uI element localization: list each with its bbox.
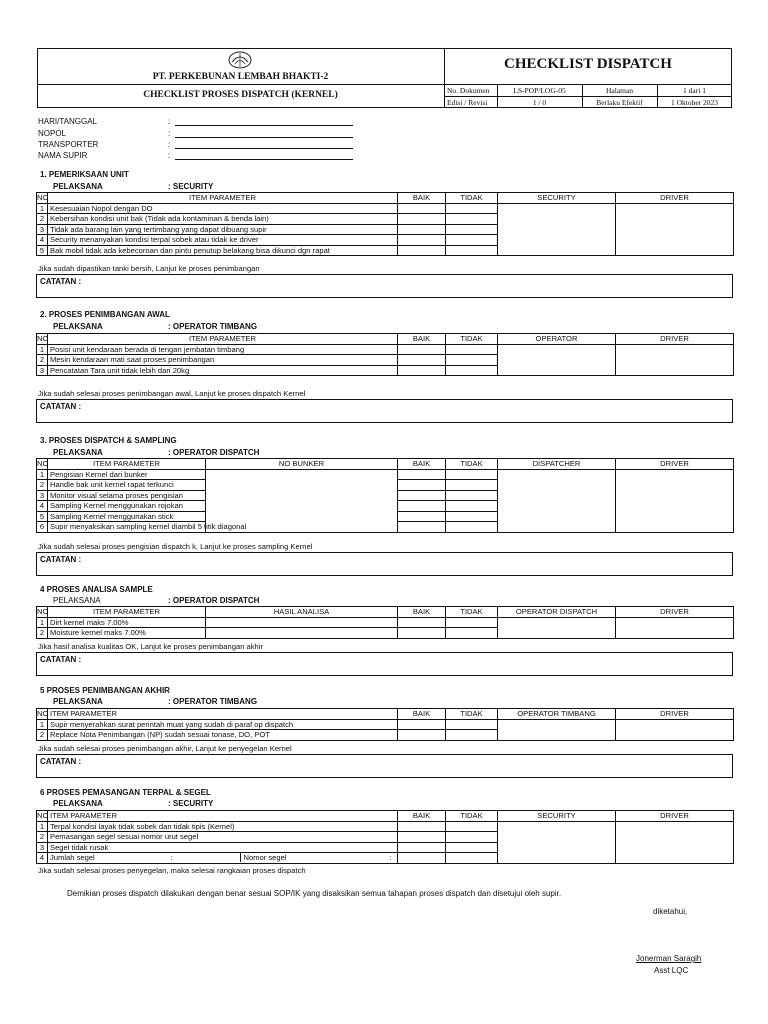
driver-sign-box[interactable] [616,617,734,638]
row-item: Monitor visual selama proses pengisian [48,490,206,501]
col-baik: BAIK [398,607,446,618]
signer-sign-box[interactable] [498,719,616,740]
catatan-label: CATATAN : [40,757,82,766]
col-no: NO [37,607,49,617]
row-no: 3 [37,490,48,501]
row-no: 5 [37,245,48,256]
section-3-title: 3. PROSES DISPATCH & SAMPLING [40,436,177,445]
col-no: NO [37,459,49,469]
no-dokumen-value: LS-POP/LOG-05 [513,86,566,95]
baik-cell[interactable] [398,719,446,730]
catatan-label: CATATAN : [40,555,82,564]
baik-cell[interactable] [398,469,446,480]
tidak-cell[interactable] [446,821,498,832]
row-no: 4 [37,235,48,246]
tidak-cell[interactable] [446,235,498,246]
catatan-label: CATATAN : [40,402,82,411]
tidak-cell[interactable] [446,501,498,512]
row-no: 3 [37,224,48,235]
halaman-label: Halaman [605,86,634,95]
row-item: Security menanyakan kondisi terpal sobek atau tidak ke driver [48,235,398,246]
section-3-pelaksana-label: PELAKSANA [53,448,103,457]
jumlah-segel-colon: : [170,853,173,863]
field-colon: : [168,151,171,160]
col-tidak: TIDAK [446,811,498,822]
tidak-cell[interactable] [446,214,498,225]
row-item: Sampling Kernel menggunakan rojokan [48,501,206,512]
company-name: PT. PERKEBUNAN LEMBAH BHAKTI-2 [152,72,329,82]
row-no: 1 [37,344,48,355]
tidak-cell[interactable] [446,842,498,853]
baik-cell[interactable] [398,245,446,256]
row-item: Sampling Kernel menggunakan stick [48,511,206,522]
berlaku-label: Berlaku Efektif [596,98,643,107]
col-tidak: TIDAK [446,193,498,204]
tidak-cell[interactable] [446,719,498,730]
baik-cell[interactable] [398,344,446,355]
jumlah-segel-label: Jumlah segel [50,853,95,863]
baik-cell[interactable] [398,203,446,214]
section-5-note: Jika sudah selesai proses penimbangan akhir, Lanjut ke penyegelan Kernel [38,744,292,753]
row-no: 2 [37,832,48,843]
section-1-note: Jika sudah dipastikan tanki bersih, Lanjut ke proses penimbangan [38,264,260,273]
section-2-catatan[interactable] [36,399,733,423]
col-no: NO [37,193,49,203]
section-5-catatan[interactable] [36,754,733,778]
row-no: 1 [37,719,48,730]
tidak-cell[interactable] [446,853,498,864]
baik-cell[interactable] [398,821,446,832]
section-2-title: 2. PROSES PENIMBANGAN AWAL [40,310,170,319]
document-subtitle: CHECKLIST PROSES DISPATCH (KERNEL) [143,90,338,100]
section-4-note: Jika hasil analisa kualitas OK, Lanjut ke proses penimbangan akhir [38,642,263,651]
header-right-rule-1 [444,84,732,85]
section-1-pelaksana-value: : SECURITY [168,182,214,191]
row-no: 1 [37,617,48,628]
field-nama-supir-label: NAMA SUPIR [38,151,88,160]
field-nama-supir-input[interactable] [175,151,353,160]
tidak-cell[interactable] [446,628,498,639]
row-item: Mesin kendaraan mati saat proses penimbangan [48,355,398,366]
col-baik: BAIK [398,811,446,822]
baik-cell[interactable] [398,490,446,501]
row-item: Terpal kondisi layak tidak sobek dan tidak tipis (Kernel) [48,821,398,832]
tidak-cell[interactable] [446,730,498,741]
field-colon: : [168,117,171,126]
col-item-parameter: ITEM PARAMETER [48,709,398,720]
row-item: Pemasangan segel sesuai nomor urut segel [48,832,398,843]
row-no: 1 [37,469,48,480]
col-no: NO [37,811,49,821]
baik-cell[interactable] [398,214,446,225]
section-5-table [36,708,734,741]
row-no: 4 [37,501,48,512]
signer-sign-box[interactable] [498,203,616,256]
berlaku-value: 1 Oktober 2023 [670,98,719,107]
section-2-pelaksana-label: PELAKSANA [53,322,103,331]
section-2-pelaksana-value: : OPERATOR TIMBANG [168,322,258,331]
section-6-title: 6 PROSES PEMASANGAN TERPAL & SEGEL [40,788,211,797]
tidak-cell[interactable] [446,365,498,376]
row-item: Kesesuaian Nopol dengan DO [48,203,398,214]
halaman-value: 1 dari 1 [683,86,706,95]
hasil-analisa-cell[interactable] [206,617,398,628]
header-left-rule [37,84,444,85]
section-3-pelaksana-value: : OPERATOR DISPATCH [168,448,260,457]
baik-cell[interactable] [398,832,446,843]
section-3-table [36,458,734,533]
col-no-bunker: NO BUNKER [206,459,398,470]
col-item-parameter: ITEM PARAMETER [48,334,398,345]
section-6-pelaksana-value: : SECURITY [168,799,214,808]
baik-cell[interactable] [398,628,446,639]
row-item: Moisture kernel maks 7.00% [48,628,206,639]
field-transporter-input[interactable] [175,140,353,149]
signer-sign-box[interactable] [498,344,616,376]
col-no: NO [37,709,49,719]
col-signer: OPERATOR DISPATCH [498,607,616,618]
row-item: Supir menyaksikan sampling kernel diambil 5 titik diagonal [48,522,206,533]
tidak-cell[interactable] [446,617,498,628]
tidak-cell[interactable] [446,203,498,214]
signer-sign-box[interactable] [498,821,616,863]
field-hari-tanggal-input[interactable] [175,117,353,126]
section-6-table [36,810,734,864]
signer-sign-box[interactable] [498,469,616,532]
col-signer: SECURITY [498,193,616,204]
col-tidak: TIDAK [446,607,498,618]
field-colon: : [168,140,171,149]
row-no: 2 [37,480,48,491]
col-baik: BAIK [398,459,446,470]
field-hari-tanggal-label: HARI/TANGGAL [38,117,97,126]
section-6-pelaksana-label: PELAKSANA [53,799,103,808]
section-4-title: 4 PROSES ANALISA SAMPLE [40,585,153,594]
row-item: Handle bak unit kernel rapat terkunci [48,480,206,491]
header-right-rule-2 [444,96,732,97]
catatan-label: CATATAN : [40,277,82,286]
col-signer: OPERATOR TIMBANG [498,709,616,720]
main-title: CHECKLIST DISPATCH [504,56,672,72]
driver-sign-box[interactable] [616,469,734,532]
row-item: Bak mobil tidak ada kebecoroan dan pintu penutup belakang bisa dikunci dgn rapat [48,245,398,256]
field-nopol-input[interactable] [175,129,353,138]
field-transporter-label: TRANSPORTER [38,140,99,149]
col-driver: DRIVER [616,334,734,345]
baik-cell[interactable] [398,355,446,366]
col-baik: BAIK [398,334,446,345]
row-item: Tidak ada barang lain yang tertimbang yang dapat dibuang supir [48,224,398,235]
col-baik: BAIK [398,709,446,720]
no-dokumen-label: No. Dokumen [447,86,490,95]
col-driver: DRIVER [616,193,734,204]
tidak-cell[interactable] [446,245,498,256]
row-no: 4 [37,853,48,864]
driver-sign-box[interactable] [616,821,734,863]
driver-sign-box[interactable] [616,344,734,376]
tidak-cell[interactable] [446,832,498,843]
company-logo-icon [227,50,253,70]
section-6-note: Jika sudah selesai proses penyegelan, maka selesai rangkaian proses dispatch [38,866,306,875]
section-3-note: Jika sudah selesai proses pengisian dispatch k, Lanjut ke proses sampling Kernel [38,542,313,551]
tidak-cell[interactable] [446,522,498,533]
row-item: Pengisian Kernel dari bunker [48,469,206,480]
row-item: Supir menyerahkan surat perintah muat yang sudah di paraf op dispatch [48,719,398,730]
baik-cell[interactable] [398,224,446,235]
col-driver: DRIVER [616,459,734,470]
diketahui-label: diketahui, [653,907,688,916]
col-tidak: TIDAK [446,709,498,720]
field-colon: : [168,129,171,138]
row-no: 3 [37,842,48,853]
driver-sign-box[interactable] [616,719,734,740]
baik-cell[interactable] [398,617,446,628]
baik-cell[interactable] [398,853,446,864]
row-item: Dirt kernel maks 7.00% [48,617,206,628]
baik-cell[interactable] [398,522,446,533]
catatan-label: CATATAN : [40,655,82,664]
section-1-pelaksana-label: PELAKSANA [53,182,103,191]
baik-cell[interactable] [398,842,446,853]
hasil-analisa-cell[interactable] [206,628,398,639]
col-baik: BAIK [398,193,446,204]
col-item-parameter: ITEM PARAMETER [48,607,206,618]
section-4-catatan[interactable] [36,652,733,676]
col-signer: DISPATCHER [498,459,616,470]
row-no: 3 [37,365,48,376]
col-driver: DRIVER [616,607,734,618]
tidak-cell[interactable] [446,344,498,355]
closing-statement: Demikian proses dispatch dilakukan dengan benar sesuai SOP/IK yang disaksikan semua tahapan proses dispatch dan disetujui oleh supir. [67,889,562,898]
baik-cell[interactable] [398,480,446,491]
col-driver: DRIVER [616,811,734,822]
col-tidak: TIDAK [446,459,498,470]
baik-cell[interactable] [398,730,446,741]
section-1-table [36,192,734,256]
row-no: 5 [37,511,48,522]
row-no: 2 [37,628,48,639]
section-2-table [36,333,734,376]
field-nopol-label: NOPOL [38,129,67,138]
col-hasil-analisa: HASIL ANALISA [206,607,398,618]
row-item: Pencatatan Tara unit tidak lebih dari 20kg [48,365,398,376]
col-no: NO [37,334,49,344]
col-signer: OPERATOR [498,334,616,345]
signer-sign-box[interactable] [498,617,616,638]
section-4-pelaksana-value: : OPERATOR DISPATCH [168,596,260,605]
section-5-pelaksana-label: PELAKSANA [53,697,103,706]
section-4-pelaksana-label: PELAKSANA [53,596,101,605]
baik-cell[interactable] [398,511,446,522]
section-3-catatan[interactable] [36,552,733,576]
row-item: Kebersihan kondisi unit bak (Tidak ada kontaminan & benda lain) [48,214,398,225]
baik-cell[interactable] [398,235,446,246]
col-item-parameter: ITEM PARAMETER [48,811,398,822]
driver-sign-box[interactable] [616,203,734,256]
row-no: 6 [37,522,48,533]
tidak-cell[interactable] [446,490,498,501]
row-no: 1 [37,821,48,832]
signer-title: Asst LQC [654,966,689,975]
col-tidak: TIDAK [446,334,498,345]
tidak-cell[interactable] [446,355,498,366]
edisi-value: 1 / 0 [532,98,547,107]
row-no: 1 [37,203,48,214]
col-signer: SECURITY [498,811,616,822]
edisi-label: Edisi / Revisi [447,98,488,107]
row-item-jumlah-segel [48,853,398,864]
tidak-cell[interactable] [446,224,498,235]
row-no: 2 [37,214,48,225]
baik-cell[interactable] [398,501,446,512]
col-driver: DRIVER [616,709,734,720]
section-4-table [36,606,734,639]
col-item-parameter: ITEM PARAMETER [48,193,398,204]
baik-cell[interactable] [398,365,446,376]
section-2-note: Jika sudah selesai proses penimbangan awal, Lanjut ke proses dispatch Kernel [38,389,306,398]
row-item: Replace Nota Penimbangan (NP) sudah sesuai tonase, DO, POT [48,730,398,741]
tidak-cell[interactable] [446,469,498,480]
row-item: Segel tidak rusak [48,842,398,853]
row-item: Posisi unit kendaraan berada di tengan jembatan timbang [48,344,398,355]
nomor-segel-colon: : [389,853,392,863]
nomor-segel-label: Nomor segel [240,853,389,862]
row-no: 2 [37,355,48,366]
tidak-cell[interactable] [446,480,498,491]
row-no: 2 [37,730,48,741]
tidak-cell[interactable] [446,511,498,522]
col-item-parameter: ITEM PARAMETER [48,459,206,470]
section-1-catatan[interactable] [36,274,733,298]
section-1-title: 1. PEMERIKSAAN UNIT [40,170,129,179]
section-5-pelaksana-value: : OPERATOR TIMBANG [168,697,258,706]
signer-name: Jonerman Saragih [636,954,702,963]
section-5-title: 5 PROSES PENIMBANGAN AKHIR [40,686,170,695]
